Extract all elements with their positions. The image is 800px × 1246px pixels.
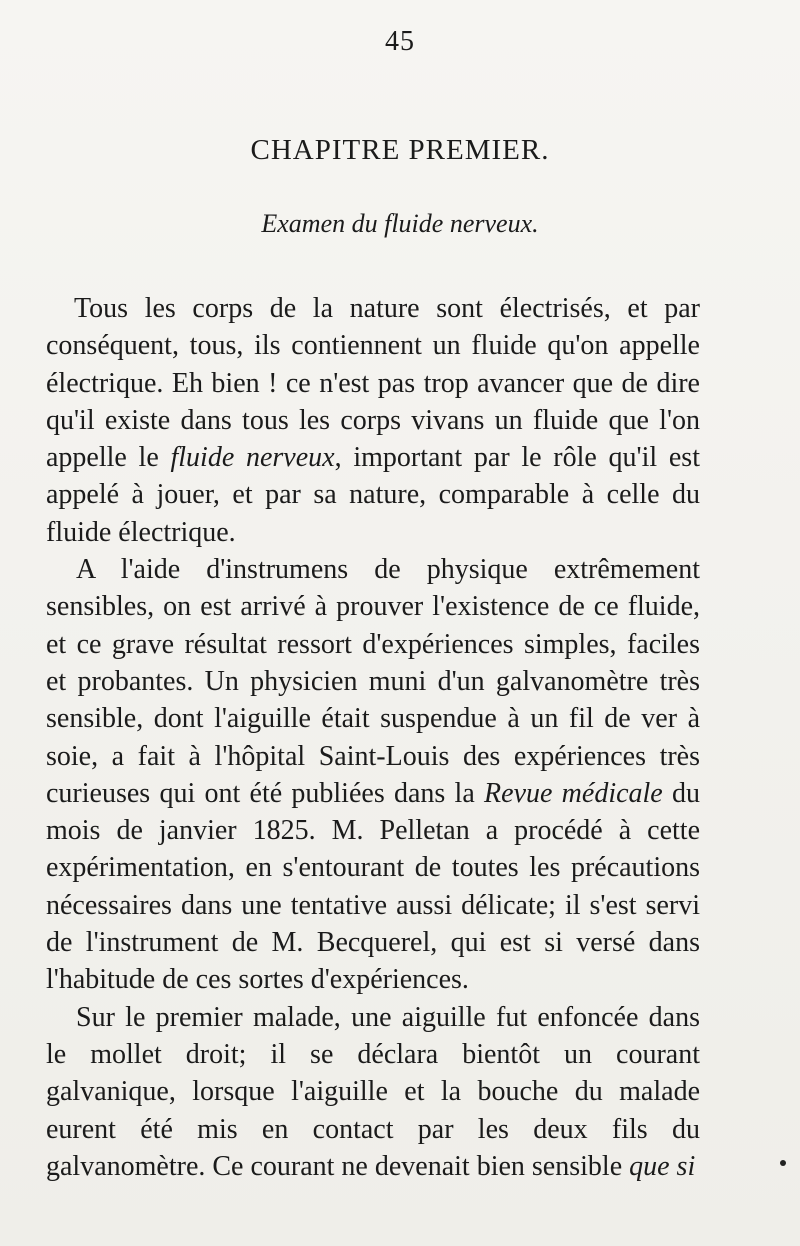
paragraph-2 (46, 551, 700, 999)
italic-run: que si (629, 1150, 696, 1182)
paragraph-3 (46, 999, 700, 1185)
chapter-subtitle: Examen du fluide nerveux. (261, 209, 539, 238)
italic-run: Revue médicale (484, 777, 663, 809)
text-run: Sur le premier malade, une aiguille fut enfoncée dans le mollet droit; il se déclara bientôt un courant galvanique, lorsque l'aiguille et la bouche du malade eurent été mis en contact par les deux fils du galvanomètre. Ce courant ne devenait bien sensible (46, 1001, 700, 1182)
italic-run: fluide nerveux (170, 442, 335, 474)
chapter-title: CHAPITRE PREMIER. (250, 134, 550, 166)
text-run: A l'aide d'instrumens de physique extrêmement sensibles, on est arrivé à prouver l'existence de ce fluide, et ce grave résultat ressort d'expériences simples, faciles et probantes. Un physicien muni d'un galvanomètre très sensible, dont l'aiguille était suspendue à un fil de ver à soie, a fait à l'hôpital Saint-Louis des expériences très curieuses qui ont été publiées dans la (46, 554, 700, 809)
text-run: , important par le rôle qu'il est appelé à jouer, et par sa nature, comparable à celle du fluide électrique. (46, 442, 700, 548)
text-run: Tous les corps de la nature sont électrisés, et par conséquent, tous, ils contiennent un fluide qu'on appelle électrique. Eh bien ! ce n'est pas trop avancer que de dire qu'il existe dans tous les corps vivans un fluide que l'on appelle le (46, 293, 700, 474)
paragraph-1 (46, 290, 700, 551)
body-text (46, 290, 700, 1185)
page-number: 45 (385, 26, 415, 57)
text-run: du mois de janvier 1825. M. Pelletan a procédé à cette expérimentation, en s'entourant de toutes les précautions nécessaires dans une tentative aussi délicate; il s'est servi de l'instrument de M. Becquerel, qui est si versé dans l'habitude de ces sortes d'expériences. (46, 777, 701, 996)
ink-spot (780, 1160, 786, 1166)
